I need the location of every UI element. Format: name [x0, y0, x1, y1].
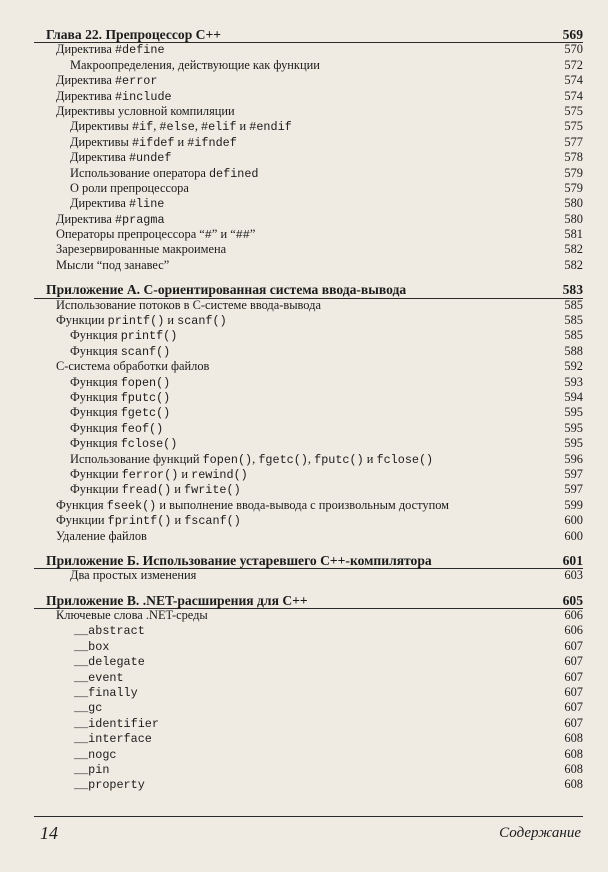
toc-page-number: 585 [564, 297, 583, 312]
code-token: fgetc() [258, 452, 308, 467]
toc-entry-title [70, 344, 170, 360]
toc-entry-title [70, 375, 170, 391]
code-token: #undef [128, 151, 172, 166]
code-token: __delegate [74, 655, 145, 670]
toc-entry-title [74, 670, 124, 686]
toc-entry-title [74, 747, 116, 763]
title-text: и [171, 513, 185, 528]
toc-entry [0, 498, 608, 513]
toc-page-number: 588 [564, 343, 583, 358]
toc-page-number: 608 [564, 761, 583, 776]
title-text: Использование оператора [70, 165, 209, 180]
code-token: scanf() [177, 314, 227, 329]
toc-page-number: 574 [564, 73, 583, 88]
toc-entry-title [70, 482, 241, 498]
toc-entry-title [70, 421, 163, 437]
toc-entry-title [56, 529, 147, 544]
title-text: , [252, 451, 259, 466]
toc-entry [0, 344, 608, 359]
section-spacer [0, 273, 608, 282]
title-text: Директивы [70, 134, 132, 149]
toc-page-number: 607 [564, 669, 583, 684]
toc-page-number: 581 [564, 227, 583, 242]
toc-entry [0, 436, 608, 451]
toc-entry-title [74, 639, 109, 655]
toc-chapter-heading [0, 553, 608, 568]
toc-entry [0, 89, 608, 104]
title-text: Приложение Б. Использование устаревшего С++-компилятора [46, 552, 432, 568]
code-token: #include [114, 89, 172, 104]
toc-page-number: 594 [564, 389, 583, 404]
code-token: ## [235, 228, 250, 243]
toc-entry [0, 375, 608, 390]
page-footer [0, 816, 608, 856]
toc-entry [0, 513, 608, 528]
toc-entry-title [56, 608, 208, 623]
title-text: и [164, 313, 178, 328]
title-text: , [194, 119, 202, 134]
toc-entry [0, 482, 608, 497]
toc-entry [0, 716, 608, 731]
title-text: Удаление файлов [56, 528, 147, 543]
title-text: и [171, 482, 185, 497]
code-token: fclose() [376, 452, 434, 467]
toc-entry-title [56, 258, 169, 273]
toc-entry [0, 608, 608, 623]
code-token: printf() [107, 314, 165, 329]
toc-entry-title [70, 166, 259, 182]
code-token: #if [131, 120, 154, 135]
toc-chapter-heading [0, 593, 608, 608]
toc-page-number: 595 [564, 420, 583, 435]
toc-page-number: 569 [562, 27, 583, 42]
code-token: __abstract [74, 624, 145, 639]
toc-entry [0, 150, 608, 165]
toc-entry [0, 777, 608, 792]
toc-entry-title [56, 359, 209, 374]
toc-page-number: 600 [564, 528, 583, 543]
title-text: Директива [70, 150, 129, 165]
toc-page-number: 582 [564, 257, 583, 272]
toc-page-number: 574 [564, 88, 583, 103]
title-text: Директива [70, 196, 129, 211]
toc-page-number: 577 [564, 134, 583, 149]
code-token: printf() [120, 329, 178, 344]
code-token: fopen() [120, 375, 171, 390]
code-token: scanf() [120, 344, 171, 359]
toc-page-number: 596 [564, 451, 583, 466]
toc-page-number: 608 [564, 746, 583, 761]
toc-page-number: 597 [564, 466, 583, 481]
toc-chapter-heading [0, 282, 608, 297]
table-of-contents [0, 27, 608, 793]
toc-entry [0, 762, 608, 777]
toc-entry-title [70, 467, 248, 483]
toc-page-number: 572 [564, 57, 583, 72]
toc-entry [0, 747, 608, 762]
toc-entry [0, 119, 608, 134]
title-text: Функция [70, 436, 121, 451]
code-token: feof() [120, 421, 164, 436]
title-text: ” и “ [211, 227, 236, 242]
code-token: ferror() [121, 467, 179, 482]
toc-entry-title [56, 298, 321, 313]
toc-page-number: 579 [564, 165, 583, 180]
title-text: Макроопределения, действующие как функции [70, 57, 320, 72]
code-token: fprintf() [107, 514, 172, 529]
title-text: Два простых изменения [70, 568, 197, 583]
title-text: и [236, 119, 250, 134]
toc-page-number: 578 [564, 150, 583, 165]
title-text: Функции [56, 313, 108, 328]
title-text: Зарезервированные макроимена [56, 242, 227, 257]
toc-entry [0, 452, 608, 467]
toc-entry [0, 104, 608, 119]
toc-page-number: 583 [562, 282, 583, 298]
toc-page-number: 606 [564, 608, 583, 623]
toc-entry [0, 731, 608, 746]
toc-entry [0, 258, 608, 273]
code-token: fputc() [120, 390, 171, 405]
toc-entry-title [46, 27, 221, 42]
code-token: __interface [74, 732, 152, 747]
toc-entry [0, 242, 608, 257]
toc-page-number: 593 [564, 374, 583, 389]
title-text: Операторы препроцессора “ [56, 227, 205, 242]
toc-page-number: 603 [564, 568, 583, 583]
toc-entry-title [56, 498, 449, 514]
title-text: Приложение В. .NET-расширения для С++ [46, 592, 308, 608]
toc-page-number: 599 [564, 497, 583, 512]
title-text: Директива [56, 211, 115, 226]
toc-entry-title [74, 777, 145, 793]
toc-entry-title [70, 405, 170, 421]
toc-entry-title [70, 135, 237, 151]
title-text: Функция [70, 389, 121, 404]
toc-entry-title [70, 119, 292, 135]
title-text: Глава 22. Препроцессор С++ [46, 27, 221, 42]
toc-page-number: 575 [564, 103, 583, 118]
toc-entry [0, 196, 608, 211]
title-text: Мысли “под занавес” [56, 257, 170, 272]
code-token: __finally [74, 686, 138, 701]
toc-entry [0, 529, 608, 544]
code-token: fopen() [202, 452, 253, 467]
title-text: Использование потоков в С-системе ввода-вывода [56, 297, 321, 312]
code-token: fputc() [314, 452, 364, 467]
toc-entry-title [70, 181, 189, 196]
title-text: Директива [56, 42, 115, 57]
title-text: Директивы [70, 119, 132, 134]
toc-page-number: 608 [564, 777, 583, 792]
code-token: #ifdef [131, 135, 175, 150]
toc-entry-title [70, 568, 196, 583]
toc-page-number: 607 [564, 638, 583, 653]
toc-entry-title [70, 328, 177, 344]
toc-entry [0, 58, 608, 73]
title-text: и [178, 466, 192, 481]
toc-entry-title [46, 593, 308, 608]
title-text: Директивы условной компиляции [56, 103, 235, 118]
toc-entry [0, 359, 608, 374]
toc-page-number: 585 [564, 328, 583, 343]
title-text: , [153, 119, 160, 134]
code-token: rewind() [191, 467, 248, 482]
toc-entry [0, 639, 608, 654]
toc-entry-title [70, 150, 171, 166]
title-text: Функция [70, 343, 121, 358]
title-text: Функция [70, 405, 121, 420]
toc-entry-title [70, 58, 320, 73]
toc-entry [0, 298, 608, 313]
toc-entry-title [70, 452, 433, 468]
toc-page-number: 607 [564, 715, 583, 730]
code-token: __identifier [74, 716, 159, 731]
title-text: Использование функций [70, 451, 203, 466]
toc-page-number: 592 [564, 359, 583, 374]
toc-entry-title [70, 390, 170, 406]
code-token: #elif [201, 120, 237, 135]
title-text: и выполнение ввода-вывода с произвольным доступом [156, 497, 450, 512]
section-spacer [0, 544, 608, 553]
toc-entry [0, 212, 608, 227]
code-token: __property [74, 778, 145, 793]
toc-entry-title [56, 104, 235, 119]
toc-page-number: 597 [564, 482, 583, 497]
toc-page-number: 605 [562, 592, 583, 608]
section-spacer [0, 584, 608, 593]
toc-entry [0, 135, 608, 150]
toc-chapter-heading [0, 27, 608, 42]
title-text: Приложение А. С-ориентированная система ввода-вывода [46, 282, 407, 298]
toc-entry [0, 227, 608, 242]
toc-entry-title [56, 513, 241, 529]
toc-entry [0, 467, 608, 482]
section-name: Содержание [499, 825, 581, 841]
code-token: __box [74, 639, 110, 654]
toc-entry [0, 670, 608, 685]
code-token: fscanf() [184, 514, 241, 529]
toc-entry [0, 42, 608, 57]
toc-page-number: 608 [564, 731, 583, 746]
toc-page-number: 607 [564, 654, 583, 669]
footer-rule [34, 816, 583, 817]
toc-entry-title [46, 282, 406, 297]
code-token: fclose() [120, 437, 178, 452]
code-token: #ifndef [187, 135, 237, 150]
toc-entry-title [56, 73, 157, 89]
toc-entry [0, 181, 608, 196]
toc-entry-title [74, 623, 145, 639]
toc-entry [0, 654, 608, 669]
title-text: ” [249, 227, 256, 242]
code-token: __gc [74, 701, 103, 716]
code-token: defined [208, 166, 259, 181]
title-text: Функции [70, 482, 122, 497]
toc-page-number: 607 [564, 685, 583, 700]
toc-entry [0, 623, 608, 638]
title-text: Функция [70, 420, 121, 435]
title-text: Функция [70, 374, 121, 389]
toc-entry-title [56, 242, 226, 257]
code-token: #pragma [114, 212, 165, 227]
toc-page-number: 606 [564, 623, 583, 638]
code-token: # [204, 228, 212, 243]
title-text: Директива [56, 88, 115, 103]
code-token: __nogc [74, 747, 117, 762]
page-number: 14 [40, 823, 58, 843]
code-token: fgetc() [120, 406, 171, 421]
title-text: и [363, 451, 377, 466]
toc-entry-title [56, 42, 165, 58]
title-text: Функция [56, 497, 107, 512]
toc-entry-title [74, 716, 159, 732]
toc-entry-title [74, 762, 109, 778]
toc-entry [0, 568, 608, 583]
toc-page-number: 580 [564, 211, 583, 226]
toc-page-number: 595 [564, 436, 583, 451]
title-text: Ключевые слова .NET-среды [56, 608, 208, 623]
title-text: , [307, 451, 315, 466]
toc-entry [0, 166, 608, 181]
toc-entry-title [70, 436, 177, 452]
toc-page-number: 601 [562, 552, 583, 568]
code-token: __pin [74, 762, 110, 777]
toc-entry [0, 390, 608, 405]
toc-entry-title [46, 553, 432, 568]
title-text: Функции [70, 466, 122, 481]
toc-entry [0, 421, 608, 436]
toc-entry-title [56, 89, 172, 105]
toc-entry-title [74, 654, 145, 670]
title-text: Функции [56, 513, 108, 528]
code-token: fwrite() [184, 483, 241, 498]
toc-entry-title [74, 700, 102, 716]
code-token: fread() [121, 483, 172, 498]
code-token: #error [114, 74, 158, 89]
toc-entry-title [56, 313, 227, 329]
title-text: Директива [56, 73, 115, 88]
toc-entry [0, 73, 608, 88]
toc-page-number: 580 [564, 196, 583, 211]
title-text: Функция [70, 328, 121, 343]
code-token: #define [114, 43, 165, 58]
toc-entry [0, 328, 608, 343]
toc-entry [0, 700, 608, 715]
title-text: О роли препроцессора [70, 180, 189, 195]
code-token: fseek() [106, 498, 157, 513]
toc-page-number: 600 [564, 513, 583, 528]
toc-entry [0, 685, 608, 700]
toc-entry-title [70, 196, 164, 212]
toc-page-number: 570 [564, 42, 583, 57]
title-text: и [174, 134, 188, 149]
toc-page-number: 579 [564, 180, 583, 195]
toc-page-number: 575 [564, 119, 583, 134]
title-text: С-система обработки файлов [56, 359, 210, 374]
toc-page-number: 585 [564, 313, 583, 328]
toc-entry [0, 405, 608, 420]
toc-entry-title [56, 227, 255, 243]
toc-entry [0, 313, 608, 328]
code-token: #else [159, 120, 195, 135]
toc-entry-title [74, 731, 152, 747]
code-token: #endif [249, 120, 292, 135]
code-token: #line [128, 197, 165, 212]
toc-page-number: 607 [564, 700, 583, 715]
code-token: __event [74, 670, 124, 685]
toc-page-number: 582 [564, 242, 583, 257]
toc-entry-title [56, 212, 165, 228]
toc-entry-title [74, 685, 138, 701]
toc-page-number: 595 [564, 405, 583, 420]
